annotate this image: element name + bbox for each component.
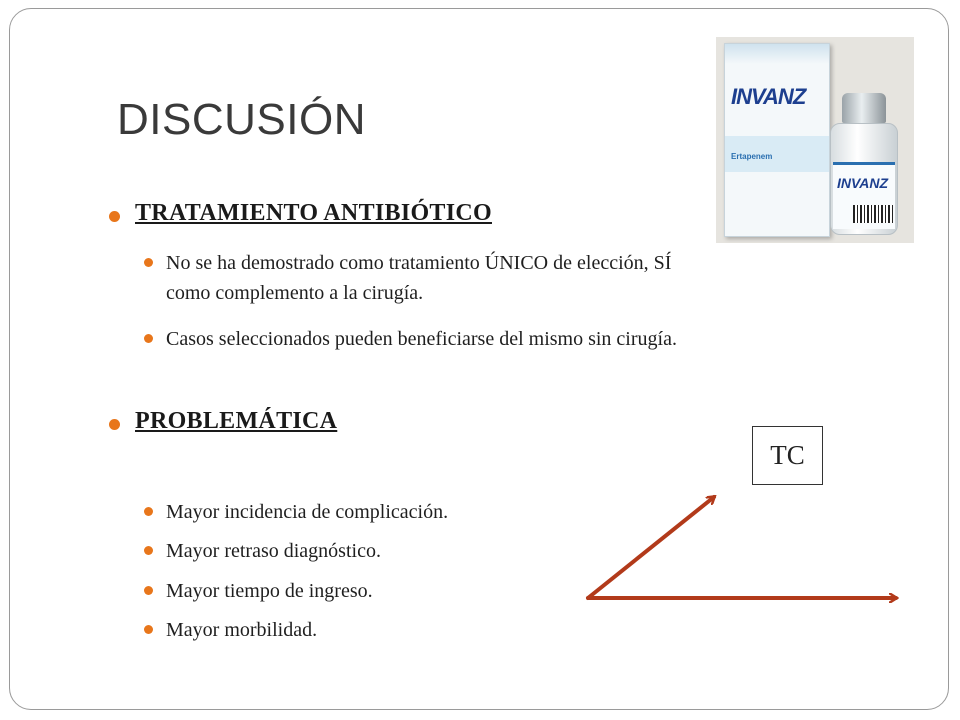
slide xyxy=(9,8,949,710)
brand-name: INVANZ xyxy=(731,84,806,109)
bullet-dot-icon xyxy=(144,546,153,555)
tc-callout-box: TC xyxy=(752,426,823,485)
product-image xyxy=(716,37,914,243)
barcode xyxy=(853,205,893,223)
vial-brand: INVANZ xyxy=(837,175,889,191)
vial xyxy=(824,93,894,233)
bullet-dot-icon xyxy=(144,507,153,516)
bullet-item: No se ha demostrado como tratamiento ÚNICO de elección, SÍ como complemento a la cirugía. xyxy=(166,248,671,308)
bullet-dot-icon xyxy=(109,419,120,430)
bullet-item: Mayor tiempo de ingreso. xyxy=(166,576,373,606)
medicine-box xyxy=(724,43,830,237)
bullet-heading-tratamiento: TRATAMIENTO ANTIBIÓTICO xyxy=(135,200,492,227)
bullet-dot-icon xyxy=(144,586,153,595)
bullet-dot-icon xyxy=(144,258,153,267)
bullet-item: Casos seleccionados pueden beneficiarse del mismo sin cirugía. xyxy=(166,324,677,354)
bullet-item: Mayor incidencia de complicación. xyxy=(166,497,448,527)
generic-name: Ertapenem xyxy=(731,152,773,161)
bullet-dot-icon xyxy=(109,211,120,222)
bullet-item: Mayor retraso diagnóstico. xyxy=(166,536,381,566)
bullet-dot-icon xyxy=(144,625,153,634)
bullet-item: Mayor morbilidad. xyxy=(166,615,317,645)
bullet-dot-icon xyxy=(144,334,153,343)
bullet-heading-problematica: PROBLEMÁTICA xyxy=(135,408,337,435)
slide-title: DISCUSIÓN xyxy=(117,95,366,144)
